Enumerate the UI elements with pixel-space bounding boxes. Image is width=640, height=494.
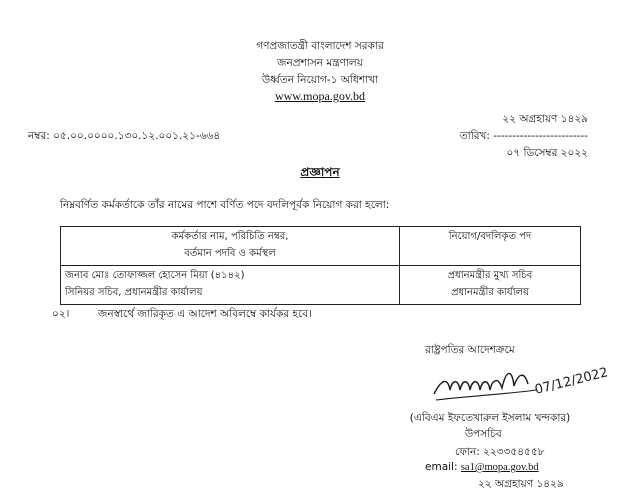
header-ministry: জনপ্রশাসন মন্ত্রণালয়: [277, 57, 363, 69]
appointment-table: [60, 226, 581, 305]
officer-name: জনাব মোঃ তোফাজ্জল হোসেন মিয়া (৪১৪২): [65, 270, 245, 281]
table-header-row: [61, 227, 581, 266]
email-label: email:: [425, 461, 458, 473]
signatory-email-row: [425, 461, 539, 473]
date-english: ০৭ ডিসেম্বর ২০২২: [506, 147, 588, 159]
paragraph-number: ০২।: [52, 308, 70, 320]
header-government: গণপ্রজাতন্ত্রী বাংলাদেশ সরকার: [256, 40, 384, 52]
signature-order-line: রাষ্ট্রপতির আদেশক্রমে: [425, 344, 515, 356]
date-label: তারিখ: -------------------------: [459, 130, 588, 142]
table-header-officer: [61, 227, 400, 266]
email-link[interactable]: sa1@mopa.gov.bd: [460, 462, 539, 473]
handwritten-signature-icon: [428, 360, 618, 408]
signatory-designation: উপসচিব: [465, 428, 502, 440]
new-post-title: প্রধানমন্ত্রীর মুখ্য সচিব: [447, 270, 533, 281]
table-row: [61, 266, 581, 305]
paragraph-text: জনস্বার্থে জারিকৃত এ আদেশ অবিলম্বে কার্যকর হবে।: [98, 308, 312, 320]
document-title: প্রজ্ঞাপন: [300, 165, 340, 179]
date-bangla-top: ২২ অগ্রহায়ণ ১৪২৯: [502, 113, 588, 125]
table-header-post-label: নিয়োগ/বদলিকৃত পদ: [448, 231, 532, 242]
date-bangla-bottom: ২২ অগ্রহায়ণ ১৪২৯: [478, 478, 564, 490]
memo-number: নম্বর: ০৫.০০.০০০০.১৩০.১২.০০১.২১-৬৬৪: [28, 130, 221, 142]
intro-text: নিম্নবর্ণিত কর্মকর্তাকে তাঁর নামের পাশে বর্ণিত পদে বদলিপূর্বক নিয়োগ করা হলো:: [60, 199, 390, 211]
officer-current-post: সিনিয়র সচিব, প্রধানমন্ত্রীর কার্যালয়: [65, 287, 203, 298]
header-website-link[interactable]: www.mopa.gov.bd: [274, 89, 366, 103]
signatory-name: (এবিএম ইফতেখারুল ইসলাম খন্দকার): [409, 412, 571, 424]
table-header-officer-line1: কর্মকর্তার নাম, পরিচিতি নম্বর,: [171, 231, 289, 242]
signatory-phone: ফোন: ২২৩৩৫৪৫৫৮: [455, 446, 545, 458]
table-cell-post: [400, 266, 581, 305]
table-header-post: [400, 227, 581, 266]
new-post-office: প্রধানমন্ত্রীর কার্যালয়: [451, 287, 529, 298]
table-cell-officer: [61, 266, 400, 305]
table-header-officer-line2: বর্তমান পদবি ও কর্মস্থল: [184, 248, 276, 259]
header-wing: উর্ধ্বতন নিয়োগ-১ অধিশাখা: [261, 74, 379, 86]
handwritten-date: 07/12/2022: [533, 365, 610, 398]
